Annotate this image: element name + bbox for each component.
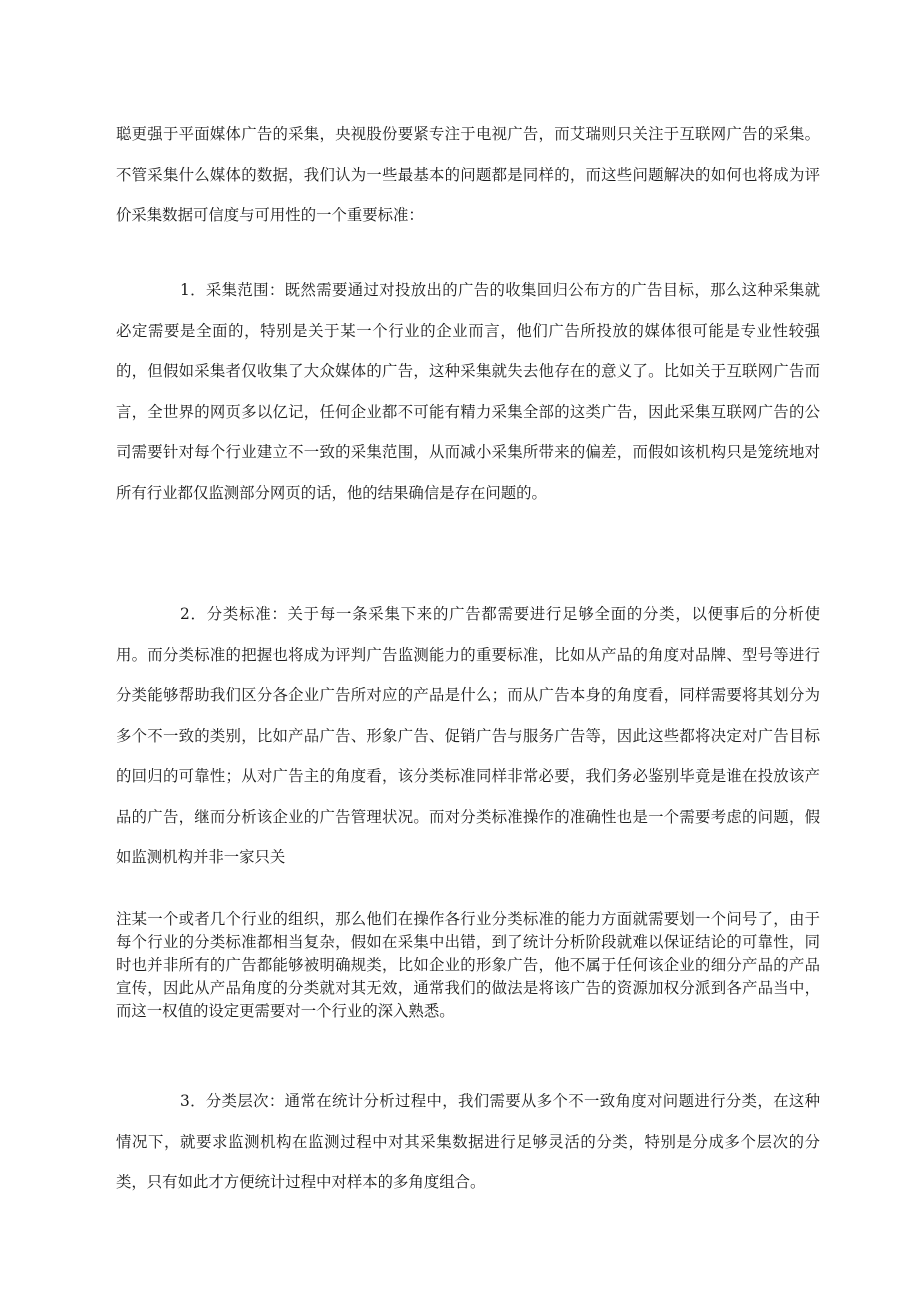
paragraph-classification-levels: 3．分类层次：通常在统计分析过程中，我们需要从多个不一致角度对问题进行分类，在这种情况下，就要求监测机构在监测过程中对其采集数据进行足够灵活的分类，特别是分成多个层次的分类，只有如此才方便统计过程中对样本的多角度组合。 xyxy=(116,1092,820,1191)
paragraph-media-collection-intro: 聪更强于平面媒体广告的采集，央视股份要紧专注于电视广告，而艾瑞则只关注于互联网广告的采集。不管采集什么媒体的数据，我们认为一些最基本的问题都是同样的，而这些问题解决的如何也将成为评价采集数据可信度与可用性的一个重要标准： xyxy=(116,125,820,224)
paragraph-classification-standard-continued: 注某一个或者几个行业的组织，那么他们在操作各行业分类标准的能力方面就需要划一个问号了，由于每个行业的分类标准都相当复杂，假如在采集中出错，到了统计分析阶段就难以保证结论的可靠性，同时也并非所有的广告都能够被明确规类，比如企业的形象广告，他不属于任何该企业的细分产品的产品宣传，因此从产品角度的分类就对其无效，通常我们的做法是将该广告的资源加权分派到各产品当中，而这一权值的设定更需要对一个行业的深入熟悉。 xyxy=(116,910,820,1020)
paragraph-collection-scope: 1．采集范围：既然需要通过对投放出的广告的收集回归公布方的广告目标，那么这种采集就必定需要是全面的，特别是关于某一个行业的企业而言，他们广告所投放的媒体很可能是专业性较强的，但假如采集者仅收集了大众媒体的广告，这种采集就失去他存在的意义了。比如关于互联网广告而言，全世界的网页多以亿记，任何企业都不可能有精力采集全部的这类广告，因此采集互联网广告的公司需要针对每个行业建立不一致的采集范围，从而减小采集所带来的偏差，而假如该机构只是笼统地对所有行业都仅监测部分网页的话，他的结果确信是存在问题的。 xyxy=(116,281,820,502)
paragraph-classification-standard: 2．分类标准：关于每一条采集下来的广告都需要进行足够全面的分类，以便事后的分析使用。而分类标准的把握也将成为评判广告监测能力的重要标准，比如从产品的角度对品牌、型号等进行分类能够帮助我们区分各企业广告所对应的产品是什么；而从广告本身的角度看，同样需要将其划分为多个不一致的类别，比如产品广告、形象广告、促销广告与服务广告等，因此这些都将决定对广告目标的回归的可靠性；从对广告主的角度看，该分类标准同样非常必要，我们务必鉴别毕竟是谁在投放该产品的广告，继而分析该企业的广告管理状况。而对分类标准操作的准确性也是一个需要考虑的问题，假如监测机构并非一家只关 xyxy=(116,605,820,866)
